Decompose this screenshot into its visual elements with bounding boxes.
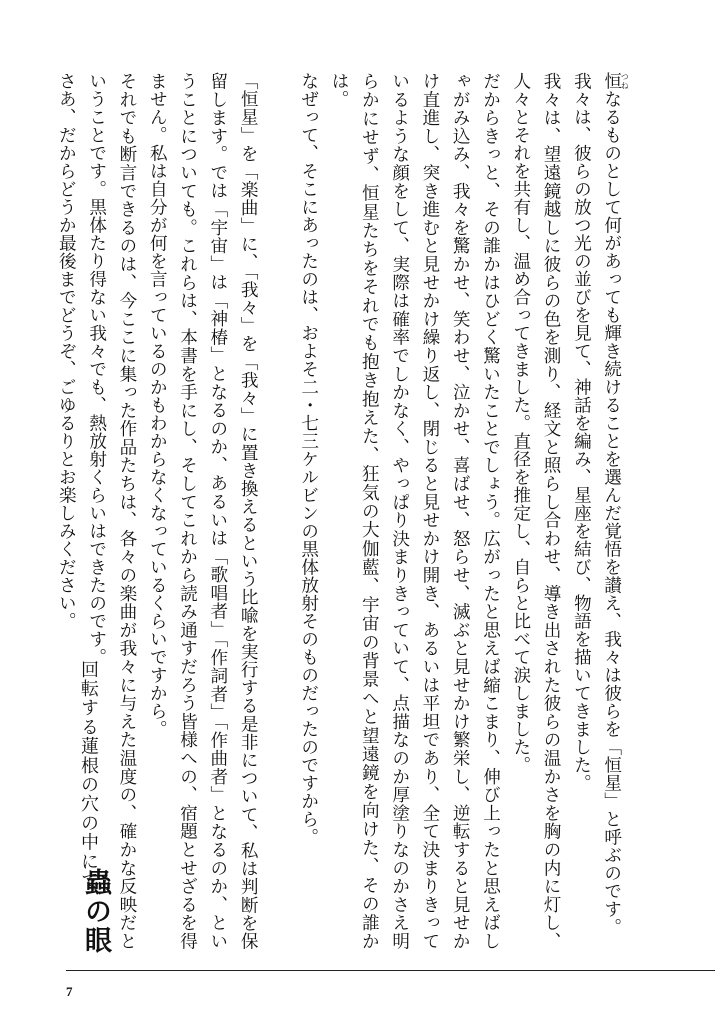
author-name: 蟲の眼 [80,868,111,955]
footer-rule [66,970,715,971]
ruby-reading: つね [620,72,630,90]
ruby-tsune [601,72,630,90]
paragraph-1 [293,72,628,950]
signature-line: 回転する蓮根の穴の中にて [78,660,99,891]
page-number: 7 [66,984,73,999]
paragraph-2-text: 「恒星」を「楽曲」に、「我々」を「我々」に置き換えるという比喩を実行する是非について、私は判断を保留します。では「宇宙」は「神椿」となるのか、あるいは「歌唱者」「作詞者」「作曲者」となるのか、ということについても。これらは、本書を手にし、そしてこれから読み通すだろう皆様への、宿題とせざるを得ません。私は自分が何を言っているのかもわからなくなっているくらいですから。 それでも断言できるのは、今ここに集った作品たちは、各々の楽曲が我々に与えた温度の、確かな反映だということです。黒体たり得ない我々でも、熱放射くらいはできたのです。 さあ、だからどうか最後までどうぞ、ごゆるりとお楽しみください。 [56,72,259,950]
essay-body [21,72,659,950]
ruby-base: 恒 [601,72,622,90]
paragraph-1-text: なるものとして何があっても輝き続けることを選んだ覚悟を讃え、我々は彼らを「恒星」と呼ぶのです。 我々は、彼らの放つ光の並びを見て、神話を編み、星座を結び、物語を描いてきました。 我々は、望遠鏡越しに彼らの色を測り、経文と照らし合わせ、導き出された彼らの温かさを胸の内に灯し、人々とそれを共有し、温め合ってきました。直径を推定し、自らと比べて涙しました。 だからきっと、その誰かはひどく驚いたことでしょう。広がったと思えば縮こまり、伸び上ったと思えばしゃがみ込み、我々を驚かせ、笑わせ、泣かせ、喜ばせ、怒らせ、滅ぶと見せかけ繁栄し、逆転すると見せかけ直進し、突き進むと見せかけ繰り返し、閉じると見せかけ開き、あるいは平坦であり、全て決まりきっているような顔をして、実際は確率でしかなく、やっぱり決まりきっていて、点描なのか厚塗りなのかさえ明らかにせず、恒星たちをそれでも抱き抱えた、狂気の大伽藍、宇宙の背景へと望遠鏡を向けた、その誰かは。 なぜって、そこにあったのは、およそ二・七三ケルビンの黒体放射そのものだったのですから。 [298,72,622,950]
